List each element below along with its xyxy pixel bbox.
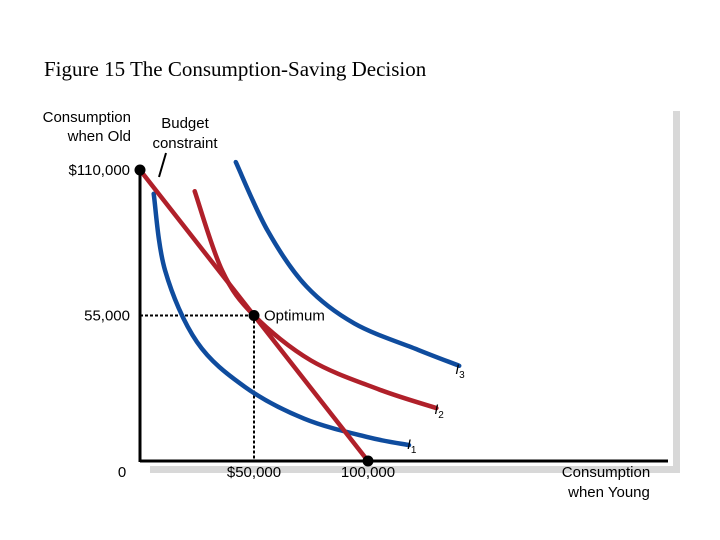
chart-title: Figure 15 The Consumption-Saving Decision [44, 57, 427, 81]
y-axis-label-line1: Consumption [42, 109, 131, 126]
curve-label-i2: $I_2$ [434, 401, 444, 422]
x-tick-label: $50,000 [226, 464, 282, 481]
curve-label-i3: $I_3$ [455, 360, 465, 381]
plot-panel [143, 104, 673, 466]
y-tick-label: 55,000 [84, 307, 130, 325]
point-label-optimum: Optimum [264, 307, 325, 325]
budget-label-line2: constraint [152, 135, 218, 152]
budget-label-line1: Budget [161, 115, 209, 132]
x-tick-label: 0 [117, 464, 127, 481]
x-tick-label: 100,000 [340, 464, 396, 481]
x-axis-label-line2: when Young [568, 484, 650, 501]
point-marker-2 [249, 310, 260, 321]
y-tick-label: $110,000 [68, 162, 130, 179]
x-axis-label-line1: Consumption [561, 464, 651, 481]
point-marker-1 [135, 165, 146, 176]
curve-label-i1: $I_1$ [407, 436, 417, 457]
y-axis-label-line2: when Old [67, 128, 131, 145]
